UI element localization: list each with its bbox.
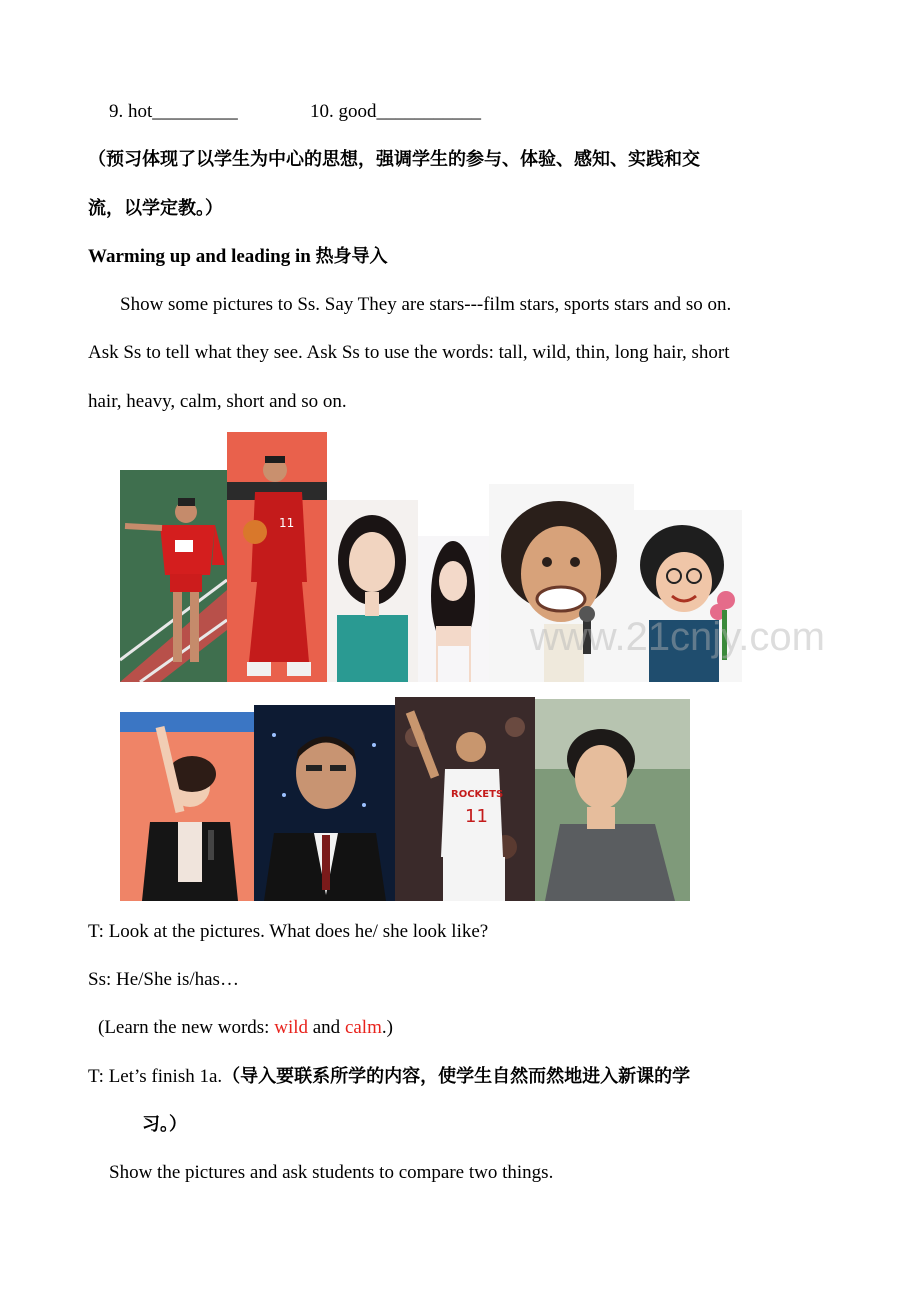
jersey-label: ROCKETS <box>451 789 504 800</box>
teacher-line-2-cn: （导入要联系所学的内容，使学生自然而然地进入新课的学 <box>222 1066 691 1087</box>
singer-photo <box>120 712 254 901</box>
intro-line-3: hair, heavy, calm, short and so on. <box>88 391 347 412</box>
basketball-player-photo <box>227 432 327 682</box>
jersey-number: 11 <box>279 516 295 530</box>
note-line-1: （预习体现了以学生为中心的思想，强调学生的参与、体验、感知、实践和交 <box>88 149 700 170</box>
actress-photo <box>327 500 418 682</box>
young-woman-photo <box>418 536 489 682</box>
young-man-photo <box>535 699 690 901</box>
watermark-text: www.21cnjy.com <box>530 615 825 659</box>
new-word-calm: calm <box>344 1017 382 1038</box>
rockets-player-photo <box>395 697 535 901</box>
exercise-item-9: 9. hot_________ <box>109 101 238 122</box>
section-heading-cn: 热身导入 <box>315 246 388 267</box>
teacher-line-2 <box>88 1065 690 1089</box>
exercise-item-10: 10. good___________ <box>310 101 481 122</box>
intro-line-1: Show some pictures to Ss. Say They are stars---film stars, sports stars and so on. <box>120 294 732 315</box>
new-words-and: and <box>308 1017 345 1038</box>
teacher-line-2-cont: 习。） <box>142 1114 187 1135</box>
new-words-suffix: .) <box>381 1017 393 1038</box>
note-line-2: 流，以学定教。） <box>88 198 223 219</box>
new-words-line <box>98 1016 393 1040</box>
new-word-wild: wild <box>274 1017 308 1038</box>
intro-line-2: Ask Ss to tell what they see. Ask Ss to use the words: tall, wild, thin, long hair, short <box>88 342 730 363</box>
new-words-prefix: (Learn the new words: <box>98 1017 275 1038</box>
teacher-line-1: T: Look at the pictures. What does he/ she look like? <box>88 921 489 942</box>
runner-photo <box>120 470 227 682</box>
section-heading <box>88 245 388 269</box>
news-anchor-photo <box>254 705 395 901</box>
students-line: Ss: He/She is/has… <box>88 969 239 990</box>
jersey-number-2: 11 <box>465 806 488 827</box>
section-heading-en: Warming up and leading in <box>88 246 316 267</box>
compare-instruction: Show the pictures and ask students to compare two things. <box>109 1162 554 1183</box>
teacher-line-2-en: T: Let’s finish 1a. <box>88 1066 223 1087</box>
